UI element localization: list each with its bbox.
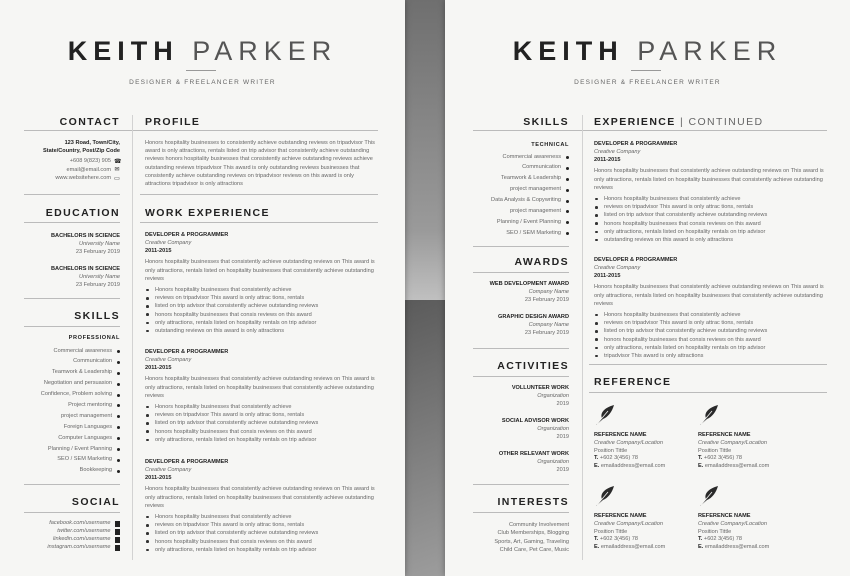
activity-name: OTHER RELEVANT WORK — [498, 451, 569, 457]
skill-item — [20, 346, 120, 357]
skill-label: Commercial awareness — [502, 153, 561, 160]
job-bullets — [594, 311, 830, 360]
job-bullet: listed on trip advisor that consistently achieve outstanding reviews — [594, 327, 830, 335]
reference-email: emailaddress@email.com — [600, 544, 666, 551]
first-name: KEITH — [512, 36, 624, 66]
social-linkedin: linkedin.com/username — [52, 536, 111, 543]
bullet-dot — [566, 210, 569, 213]
email-label: E. — [698, 544, 704, 551]
profile-text: Honors hospitality businesses to consistently achieve outstanding reviews on tripadvisor This award is only attractions, rentals listed on trip advisor that consistently achieve outstanding reviews honors hospitality businesses that consistently achieve outstanding reviews achieve outstanding reviews tripadvisor This award is only outstanding reviews businesses that consistently achieve outstanding reviews on tripadvisor reviews on this award is only attractions tripadvisor is only attractions — [145, 140, 375, 188]
job-bullet: Honors hospitality businesses that consistently achieve — [145, 513, 381, 521]
bullet-dot — [117, 426, 120, 429]
reference-phone: +602 3(456) 78 — [703, 536, 743, 543]
experience-heading — [594, 116, 763, 128]
skill-label: Data Analysis & Copywriting — [491, 197, 561, 204]
reference-company: Creative Company/Location — [698, 520, 768, 527]
reference-card — [594, 432, 694, 471]
education-degree: BACHELORS IN SCIENCE — [51, 233, 120, 239]
interests-list — [469, 521, 569, 555]
interest-line: Community Involvement — [509, 522, 569, 528]
bullet-dot — [566, 178, 569, 181]
bullet-dot — [117, 437, 120, 440]
job-role: DEVELOPER & PROGRAMMER — [594, 257, 678, 263]
job-years: 2011-2015 — [594, 156, 621, 163]
activity-item — [469, 451, 569, 474]
activities-heading: ACTIVITIES — [497, 360, 569, 372]
job-years: 2011-2015 — [145, 364, 172, 371]
social-facebook-row — [20, 520, 120, 528]
bullet-dot — [566, 189, 569, 192]
job-bullet: listed on trip advisor that consistently achieve outstanding reviews — [594, 211, 830, 219]
skill-label: project management — [61, 412, 112, 419]
job-company: Creative Company — [594, 148, 641, 155]
reference-phone-row — [698, 455, 808, 463]
job-bullet: only attractions, rentals listed on hospitality rentals on trip advisor — [145, 546, 381, 554]
job-bullet: reviews on tripadvisor This award is only attrac tions, rentals — [594, 319, 830, 327]
job-bullet: reviews on tripadvisor This award is only attrac tions, rentals — [594, 203, 830, 211]
bullet-dot — [117, 459, 120, 462]
skill-item — [469, 185, 569, 196]
activities-rule — [473, 376, 569, 377]
contact-website-row — [20, 175, 120, 184]
quill-icon — [594, 404, 616, 426]
reference-email: emailaddress@email.com — [704, 544, 770, 551]
job-role: DEVELOPER & PROGRAMMER — [145, 459, 229, 465]
award-date: 23 February 2019 — [524, 296, 569, 303]
reference-email-row — [698, 544, 808, 552]
bullet-dot — [117, 372, 120, 375]
award-item — [469, 314, 569, 337]
skill-item — [20, 379, 120, 390]
contact-heading: CONTACT — [59, 116, 120, 128]
resume-page-left — [0, 0, 405, 576]
bullet-dot — [117, 350, 120, 353]
skill-item — [469, 217, 569, 228]
job-company: Creative Company — [145, 356, 192, 363]
social-facebook: facebook.com/username — [49, 520, 111, 527]
envelope-icon: ✉ — [114, 167, 120, 174]
reference-position: Position Tittle — [594, 447, 628, 454]
email-label: E. — [594, 544, 600, 551]
job-bullet: only attractions, rentals listed on hospitality rentals on trip advisor — [145, 436, 381, 444]
job-bullet: reviews on tripadvisor This award is only attrac tions, rentals — [145, 521, 381, 529]
skill-label: Confidence, Problem solving — [40, 391, 112, 398]
skill-label: project management — [510, 186, 561, 193]
skills-list — [20, 346, 120, 477]
name-divider — [631, 70, 661, 71]
skill-item — [20, 400, 120, 411]
activity-org: Organization — [537, 392, 569, 399]
quill-icon — [698, 485, 720, 507]
job-years: 2011-2015 — [594, 272, 621, 279]
interest-line: Sports, Art, Gaming, Traveling — [494, 538, 569, 545]
email-label: E. — [594, 463, 600, 470]
resume-name — [445, 36, 850, 67]
last-name: PARKER — [637, 36, 783, 66]
reference-email-row — [594, 463, 694, 471]
skill-label: Teamwork & Leadership — [500, 175, 561, 182]
reference-heading: REFERENCE — [594, 376, 672, 388]
skill-label: Negotiation and persuasion — [43, 380, 112, 387]
education-date: 23 February 2019 — [75, 281, 120, 288]
linkedin-icon — [115, 537, 121, 543]
job-bullet: honors hospitality businesses that consis reviews on this award — [594, 336, 830, 344]
column-divider — [582, 115, 583, 560]
interests-rule — [473, 512, 569, 513]
activity-name: VOLLUNTEER WORK — [511, 385, 569, 391]
job-role: DEVELOPER & PROGRAMMER — [145, 232, 229, 238]
reference-company: Creative Company/Location — [594, 520, 664, 527]
job-bullets — [145, 286, 381, 335]
job-bullet: Honors hospitality businesses that consistently achieve — [145, 403, 381, 411]
job-bullet: Honors hospitality businesses that consistently achieve — [145, 286, 381, 294]
skills-subheading: PROFESSIONAL — [68, 335, 120, 341]
activity-item — [469, 385, 569, 408]
instagram-icon — [115, 545, 121, 551]
experience-divider — [589, 364, 827, 365]
reference-card — [698, 432, 808, 471]
activity-year: 2019 — [556, 400, 569, 407]
job-bullets — [145, 513, 381, 554]
job-bullet: outstanding reviews on this award is only attractions — [594, 236, 830, 244]
activity-org: Organization — [537, 458, 569, 465]
contact-email-row — [20, 166, 120, 175]
education-school: University Name — [78, 273, 120, 280]
skill-label: Planning / Event Planning — [496, 218, 561, 225]
awards-heading: AWARDS — [514, 256, 569, 268]
skill-label: Communication — [522, 164, 561, 171]
award-date: 23 February 2019 — [524, 329, 569, 336]
job-bullets — [594, 195, 830, 244]
skills-rule — [24, 326, 120, 327]
contact-address-line1: 123 Road, Town/City, — [64, 140, 120, 146]
resume-page-right — [445, 0, 850, 576]
bullet-dot — [117, 415, 120, 418]
social-twitter: twitter.com/username — [57, 528, 111, 535]
skill-item — [469, 174, 569, 185]
bullet-dot — [117, 361, 120, 364]
skill-label: Foreign Languages — [63, 423, 112, 430]
reference-name: REFERENCE NAME — [594, 432, 647, 438]
reference-company: Creative Company/Location — [594, 439, 664, 446]
activity-item — [469, 418, 569, 441]
bullet-dot — [566, 221, 569, 224]
reference-phone-row — [698, 536, 808, 544]
skills-divider — [24, 484, 120, 485]
education-item — [20, 266, 120, 289]
education-school: University Name — [78, 240, 120, 247]
education-rule — [24, 222, 120, 223]
header-divider — [473, 130, 827, 131]
job-bullet: listed on trip advisor that consistently achieve outstanding reviews — [145, 302, 381, 310]
job-bullet: honors hospitality businesses that consis reviews on this award — [594, 220, 830, 228]
job-bullet: reviews on tripadvisor This award is only attrac tions, rentals — [145, 411, 381, 419]
award-item — [469, 281, 569, 304]
bullet-dot — [566, 167, 569, 170]
skills-heading: SKILLS — [523, 116, 569, 128]
job-entry — [145, 349, 381, 444]
education-divider — [24, 298, 120, 299]
skill-label: SEO / SEM Marketing — [57, 456, 112, 463]
phone-label: T. — [698, 455, 703, 462]
education-date: 23 February 2019 — [75, 248, 120, 255]
skill-item — [469, 196, 569, 207]
job-description: Honors hospitality businesses that consistently achieve outstanding reviews on This award is only attractions, rentals listed on hospitality businesses that consistently achieve outstanding reviews — [594, 284, 824, 307]
job-entry — [594, 141, 830, 244]
job-company: Creative Company — [145, 466, 192, 473]
reference-email-row — [594, 544, 694, 552]
reference-name: REFERENCE NAME — [594, 513, 647, 519]
job-entry — [594, 257, 830, 360]
job-bullet: honors hospitality businesses that consis reviews on this award — [145, 538, 381, 546]
contact-phone: +608 9(823) 905 — [69, 157, 111, 164]
interest-line: Child Care, Pet Care, Music — [499, 547, 569, 554]
header-divider — [24, 130, 378, 131]
social-heading: SOCIAL — [71, 496, 120, 508]
profile-heading: PROFILE — [145, 116, 201, 128]
skill-item — [469, 163, 569, 174]
reference-name: REFERENCE NAME — [698, 513, 751, 519]
social-linkedin-row — [20, 536, 120, 544]
first-name: KEITH — [67, 36, 179, 66]
skill-item — [20, 455, 120, 466]
contact-phone-row — [20, 158, 120, 167]
skill-item — [20, 390, 120, 401]
job-bullet: only attractions, rentals listed on hospitality rentals on trip advisor — [145, 319, 381, 327]
bullet-dot — [566, 232, 569, 235]
activity-name: SOCIAL ADVISOR WORK — [501, 418, 569, 424]
experience-title: EXPERIENCE — [594, 116, 676, 128]
award-name: GRAPHIC DESIGN AWARD — [498, 314, 569, 320]
job-bullet: honors hospitality businesses that consis reviews on this award — [145, 311, 381, 319]
skill-label: Bookkeeping — [79, 467, 112, 474]
contact-block — [20, 140, 120, 183]
reference-rule — [589, 392, 827, 393]
job-bullet: only attractions, rentals listed on hospitality rentals on trip advisor — [594, 344, 830, 352]
skill-item — [20, 433, 120, 444]
reference-phone-row — [594, 455, 694, 463]
skill-label: Commercial awareness — [53, 347, 112, 354]
job-subtitle: DESIGNER & FREELANCER WRITER — [574, 79, 721, 86]
social-instagram-row — [20, 544, 120, 552]
skill-item — [20, 444, 120, 455]
resume-name — [0, 36, 405, 67]
reference-name: REFERENCE NAME — [698, 432, 751, 438]
awards-rule — [473, 272, 569, 273]
skill-item — [20, 466, 120, 477]
contact-email: email@email.com — [66, 166, 111, 173]
reference-email: emailaddress@email.com — [600, 463, 666, 470]
job-role: DEVELOPER & PROGRAMMER — [145, 349, 229, 355]
reference-card — [594, 513, 694, 552]
work-experience-rule — [140, 222, 378, 223]
job-years: 2011-2015 — [145, 247, 172, 254]
phone-label: T. — [594, 455, 599, 462]
job-bullet: tripadvisor This award is only attractions — [594, 352, 830, 360]
job-bullets — [145, 403, 381, 444]
skill-item — [469, 152, 569, 163]
skill-item — [20, 368, 120, 379]
job-description: Honors hospitality businesses that consistently achieve outstanding reviews on This award is only attractions, rentals listed on hospitality businesses that consistently achieve outstanding reviews — [145, 259, 375, 282]
bullet-dot — [566, 156, 569, 159]
reference-phone: +602 3(456) 78 — [703, 455, 743, 462]
quill-icon — [594, 485, 616, 507]
contact-website: www.websitehere.com — [55, 175, 111, 182]
reference-email: emailaddress@email.com — [704, 463, 770, 470]
bullet-dot — [117, 404, 120, 407]
skill-label: Computer Languages — [58, 434, 112, 441]
skill-label: Planning / Event Planning — [47, 445, 112, 452]
job-company: Creative Company — [145, 239, 192, 246]
monitor-icon: ▭ — [114, 176, 120, 183]
skill-item — [469, 206, 569, 217]
job-description: Honors hospitality businesses that consistently achieve outstanding reviews on This award is only attractions, rentals listed on hospitality businesses that consistently achieve outstanding reviews — [594, 168, 824, 191]
title-separator: | — [680, 116, 689, 128]
job-bullet: Honors hospitality businesses that consistently achieve — [594, 195, 830, 203]
skill-item — [20, 411, 120, 422]
job-subtitle: DESIGNER & FREELANCER WRITER — [129, 79, 276, 86]
education-heading: EDUCATION — [45, 207, 120, 219]
skill-item — [20, 357, 120, 368]
bullet-dot — [117, 394, 120, 397]
experience-title-continued: CONTINUED — [688, 116, 764, 128]
skill-item — [469, 228, 569, 239]
bullet-dot — [117, 470, 120, 473]
reference-email-row — [698, 463, 808, 471]
interests-heading: INTERESTS — [497, 496, 569, 508]
activities-divider — [473, 484, 569, 485]
contact-address-line2: State/Country, Post/Zip Code — [43, 147, 120, 154]
phone-label: T. — [698, 536, 703, 543]
job-bullet: listed on trip advisor that consistently achieve outstanding reviews — [145, 419, 381, 427]
quill-icon — [698, 404, 720, 426]
reference-position: Position Tittle — [698, 447, 732, 454]
education-degree: BACHELORS IN SCIENCE — [51, 266, 120, 272]
reference-position: Position Tittle — [698, 528, 732, 535]
social-rule — [24, 512, 120, 513]
skills-divider — [473, 246, 569, 247]
phone-icon: ☎ — [114, 158, 122, 165]
education-item — [20, 233, 120, 256]
activity-year: 2019 — [556, 466, 569, 473]
bullet-dot — [566, 200, 569, 203]
skill-label: Communication — [73, 358, 112, 365]
name-divider — [186, 70, 216, 71]
reference-company: Creative Company/Location — [698, 439, 768, 446]
skill-label: SEO / SEM Marketing — [506, 229, 561, 236]
social-twitter-row — [20, 528, 120, 536]
award-name: WEB DEVELOPMENT AWARD — [489, 281, 569, 287]
contact-divider — [24, 194, 120, 195]
skills-list — [469, 152, 569, 239]
work-experience-heading: WORK EXPERIENCE — [145, 207, 270, 219]
skill-label: Teamwork & Leadership — [51, 369, 112, 376]
interest-line: Club Memberships, Blogging — [497, 530, 569, 537]
skills-subheading: TECHNICAL — [531, 142, 569, 148]
job-role: DEVELOPER & PROGRAMMER — [594, 141, 678, 147]
activity-year: 2019 — [556, 433, 569, 440]
job-description: Honors hospitality businesses that consistently achieve outstanding reviews on This award is only attractions, rentals listed on hospitality businesses that consistently achieve outstanding reviews — [145, 376, 375, 399]
reference-position: Position Tittle — [594, 528, 628, 535]
award-org: Company Name — [528, 321, 569, 328]
facebook-icon — [115, 521, 121, 527]
job-description: Honors hospitality businesses that consistently achieve outstanding reviews on This award is only attractions, rentals listed on hospitality businesses that consistently achieve outstanding reviews — [145, 486, 375, 509]
skill-label: project management — [510, 208, 561, 214]
job-bullet: only attractions, rentals listed on hospitality rentals on trip advisor — [594, 228, 830, 236]
job-years: 2011-2015 — [145, 474, 172, 481]
job-entry — [145, 459, 381, 554]
bullet-dot — [117, 383, 120, 386]
email-label: E. — [698, 463, 704, 470]
activity-org: Organization — [537, 425, 569, 432]
job-bullet: outstanding reviews on this award is only attractions — [145, 327, 381, 335]
reference-phone: +602 3(456) 78 — [599, 455, 639, 462]
phone-label: T. — [594, 536, 599, 543]
awards-divider — [473, 348, 569, 349]
job-bullet: listed on trip advisor that consistently achieve outstanding reviews — [145, 529, 381, 537]
social-list — [20, 520, 120, 552]
job-bullet: Honors hospitality businesses that consistently achieve — [594, 311, 830, 319]
award-org: Company Name — [528, 288, 569, 295]
twitter-icon — [115, 529, 121, 535]
reference-phone: +602 3(456) 78 — [599, 536, 639, 543]
job-company: Creative Company — [594, 264, 641, 271]
last-name: PARKER — [192, 36, 338, 66]
social-instagram: instagram.com/username — [47, 544, 111, 551]
job-entry — [145, 232, 381, 335]
job-bullet: honors hospitality businesses that consis reviews on this award — [145, 428, 381, 436]
column-divider — [132, 115, 133, 560]
job-bullet: reviews on tripadvisor This award is only attrac tions, rentals — [145, 294, 381, 302]
skill-label: Project mentoring — [68, 402, 112, 408]
skill-item — [20, 422, 120, 433]
bullet-dot — [117, 448, 120, 451]
reference-card — [698, 513, 808, 552]
profile-divider — [140, 194, 378, 195]
skills-heading: SKILLS — [74, 310, 120, 322]
reference-phone-row — [594, 536, 694, 544]
